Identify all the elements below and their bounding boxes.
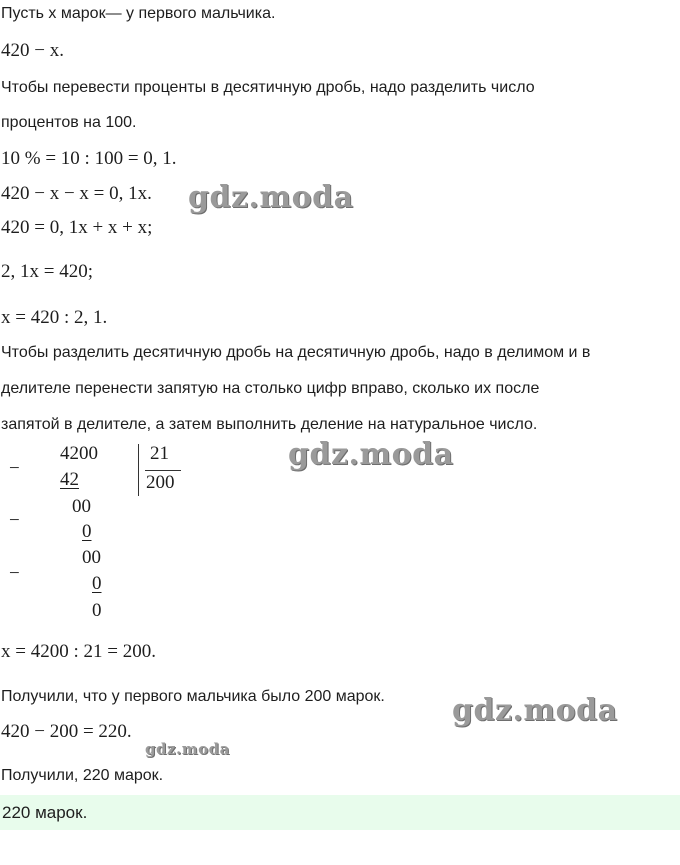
- text-line: Получили, 220 марок.: [1, 767, 164, 784]
- minus-sign: −: [9, 510, 20, 531]
- answer-box: [0, 795, 680, 830]
- math-line: x = 420 : 2, 1.: [1, 307, 108, 328]
- minus-sign: −: [9, 563, 20, 584]
- watermark-logo: gdz.moda: [145, 740, 230, 758]
- math-line: 420 − 200 = 220.: [1, 721, 132, 742]
- remainder-2: 00: [82, 547, 101, 568]
- division-bar: [138, 444, 139, 496]
- division-line: [145, 470, 181, 471]
- text-line: Пусть x марок— у первого мальчика.: [1, 5, 276, 22]
- math-line: x = 4200 : 21 = 200.: [1, 641, 156, 662]
- watermark-logo: gdz.moda: [188, 180, 354, 215]
- math-line: 420 − x.: [1, 40, 64, 61]
- subtrahend-3: 0: [92, 573, 102, 594]
- text-line: Чтобы разделить десятичную дробь на десятичную дробь, надо в делимом и в: [1, 344, 591, 361]
- math-line: 420 − x − x = 0, 1x.: [1, 183, 152, 204]
- text-line: делителе перенести запятую на столько цифр вправо, сколько их после: [1, 380, 540, 397]
- remainder-1: 00: [72, 496, 91, 517]
- math-line: 2, 1x = 420;: [1, 261, 93, 282]
- divisor: 21: [150, 443, 169, 464]
- final-remainder: 0: [92, 600, 102, 621]
- watermark-logo: gdz.moda: [288, 437, 454, 472]
- subtrahend-1: 42: [60, 469, 79, 490]
- subtrahend-2: 0: [82, 521, 92, 542]
- watermark-logo: gdz.moda: [452, 693, 618, 728]
- text-line: Чтобы перевести проценты в десятичную дробь, надо разделить число: [1, 79, 535, 96]
- math-line: 10 % = 10 : 100 = 0, 1.: [1, 148, 177, 169]
- answer-text: 220 марок.: [2, 803, 88, 822]
- quotient: 200: [146, 472, 175, 493]
- text-line: процентов на 100.: [1, 114, 137, 131]
- minus-sign: −: [9, 458, 20, 479]
- text-line: Получили, что у первого мальчика было 200 марок.: [1, 688, 385, 705]
- dividend: 4200: [60, 443, 98, 464]
- text-line: запятой в делителе, а затем выполнить деление на натуральное число.: [1, 416, 538, 433]
- math-line: 420 = 0, 1x + x + x;: [1, 217, 153, 238]
